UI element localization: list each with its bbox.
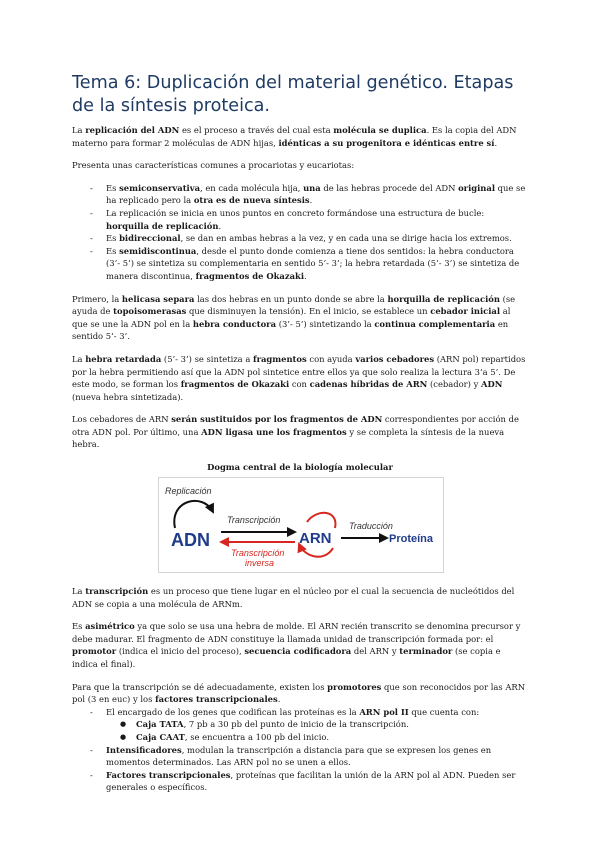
bold-text: Caja TATA [136, 719, 184, 730]
page-title: Tema 6: Duplicación del material genético. Etapas de la síntesis proteica. [72, 73, 514, 116]
bold-text: ADN [481, 379, 503, 390]
figure-title: Dogma central de la biología molecular [207, 462, 393, 473]
text-run: . Es la copia del ADN materno para formar 2 moléculas de ADN hijas, [72, 125, 517, 148]
adn-label: ADN [171, 530, 210, 551]
text-run: . [494, 137, 498, 148]
bold-text: bidireccional [119, 233, 181, 244]
list-item [72, 769, 528, 794]
paragraph-transcription [72, 585, 528, 610]
text-run: Es [72, 621, 86, 632]
bold-text: hebra retardada [85, 353, 162, 364]
bold-text: otra es de nueva síntesis [193, 195, 310, 206]
text-run: La [72, 125, 86, 135]
bold-text: cadenas híbridas de ARN [309, 379, 428, 390]
text-run: (nueva hebra sintetizada). [72, 391, 184, 402]
text-run: La [72, 353, 86, 364]
bold-text: ADN ligasa une los fragmentos [201, 426, 347, 437]
text-run: La [72, 586, 86, 597]
text-run: . [218, 220, 222, 231]
bold-text: replicación del ADN [85, 125, 180, 135]
text-run: Los cebadores de ARN [72, 414, 172, 425]
list-item [106, 718, 528, 731]
central-dogma-svg [159, 478, 443, 572]
paragraph-promoters [72, 681, 528, 706]
bold-text: promotor [72, 646, 117, 657]
text-run: (ARN pol) repartidos por la hebra permitiendo así que la ADN pol sintetice entre ellos ya que solo realiza la lectura 3’a 5’. De este modo, se forman los [72, 353, 526, 390]
reverse-transcription-label-1: Transcripción [231, 548, 285, 559]
document-page [72, 72, 528, 804]
text-run: Es [106, 182, 120, 193]
paragraph-common-features: Presenta unas características comunes a procariotas y eucariotas: [72, 160, 355, 171]
text-run: con [289, 379, 310, 390]
text-run: que cuenta con: [408, 706, 480, 717]
bold-text: promotores [327, 681, 382, 692]
list-item [106, 731, 528, 744]
text-run: . [277, 694, 281, 705]
text-run: . [304, 270, 307, 281]
text-run: con ayuda [306, 353, 356, 364]
transcription-label: Transcripción [227, 515, 281, 526]
text-run: ya que solo se usa una hebra de molde. El ARN recién transcrito se denomina precursor y debe madurar. El fragmento de ADN constituye la llamada unidad de transcripción formada por: el [72, 621, 521, 644]
paragraph-asymmetric [72, 620, 528, 670]
bold-text: Factores transcripcionales [106, 769, 231, 780]
text-run: , modulan la transcripción a distancia para que se expresen los genes en momentos determinados. Las ARN pol no se unen a ellos. [106, 744, 492, 768]
bold-text: ARN pol II [359, 706, 409, 717]
protein-label: Proteína [389, 533, 434, 546]
list-item [72, 232, 528, 245]
bold-text: varios cebadores [355, 353, 435, 364]
factors-list [72, 706, 528, 794]
bold-text: terminador [399, 646, 453, 657]
text-run: . [309, 195, 313, 206]
replication-arrow [174, 501, 213, 528]
text-run: Es [106, 245, 120, 256]
bold-text: Caja CAAT [136, 732, 185, 742]
arn-loop [307, 513, 335, 528]
list-item [72, 744, 528, 769]
bold-text: semiconservativa [119, 182, 201, 193]
text-run: El encargado de los genes que codifican las proteínas es la [106, 706, 360, 717]
boxes-list [106, 718, 528, 743]
bold-text: fragmentos de Okazaki [180, 379, 290, 390]
bold-text: transcripción [85, 586, 149, 597]
paragraph-replication-intro [72, 124, 528, 149]
features-list [72, 182, 528, 283]
text-run: Primero, la [72, 293, 122, 304]
reverse-transcription-label-2: inversa [245, 558, 275, 569]
text-run: que se ha replicado pero la [106, 182, 526, 206]
bold-text: Intensificadores [106, 744, 182, 755]
text-run: (cebador) y [427, 379, 481, 390]
text-run: Es [106, 233, 120, 244]
text-run: es un proceso que tiene lugar en el núcleo por el cual la secuencia de nucleótidos del ADN se copia a una molécula de ARNm. [72, 586, 515, 609]
bold-text: horquilla de replicación [387, 293, 500, 304]
text-run: , se dan en ambas hebras a la vez, y en cada una se dirige hacia los extremos. [180, 233, 512, 244]
bold-text: continua complementaria [374, 318, 496, 329]
text-run: , en cada molécula hija, [200, 182, 304, 193]
text-run: y se completa la síntesis de la nueva hebra. [72, 426, 505, 450]
list-item [72, 207, 528, 232]
bold-text: asimétrico [85, 621, 135, 632]
text-run: que son reconocidos por las ARN pol (3 en euc) y los [72, 681, 526, 705]
bold-text: topoisomerasas [113, 306, 187, 317]
list-item [72, 706, 528, 744]
bold-text: horquilla de replicación [106, 220, 219, 231]
text-run: , 7 pb a 30 pb del punto de inicio de la transcripción. [183, 719, 409, 730]
text-run: las dos hebras en un punto donde se abre la [194, 293, 388, 304]
text-run: Para que la transcripción se dé adecuadamente, existen los [72, 681, 328, 692]
text-run: La replicación se inicia en unos puntos en concreto formándose una estructura de bucle: [106, 207, 485, 218]
bold-text: fragmentos de Okazaki [195, 270, 305, 281]
text-run: que disminuyen la tensión). En el inicio, se establece un [186, 306, 431, 317]
list-item [72, 182, 528, 207]
paragraph-helicase [72, 293, 528, 343]
text-run: (indica el inicio del proceso), [116, 646, 245, 657]
bold-text: hebra conductora [192, 318, 277, 329]
bold-text: serán sustituidos por los fragmentos de ADN [171, 414, 383, 425]
bold-text: helicasa separa [121, 293, 195, 304]
central-dogma-diagram [158, 477, 444, 573]
text-run: correspondientes por acción de otra ADN pol. Por último, una [72, 414, 519, 437]
arn-label: ARN [299, 530, 332, 548]
text-run: en sentido 5’- 3’. [72, 318, 509, 342]
bold-text: secuencia codificadora [244, 646, 352, 657]
bold-text: original [458, 182, 496, 193]
text-run: de las hebras procede del ADN [320, 182, 459, 193]
text-run: al que se une la ADN pol en la [72, 306, 511, 329]
text-run: , se encuentra a 100 pb del inicio. [184, 732, 329, 742]
text-run: del ARN y [351, 646, 400, 657]
list-item [72, 245, 528, 283]
bold-text: molécula se duplica [333, 125, 427, 135]
text-run: (5’- 3’) se sintetiza a [161, 353, 253, 364]
bold-text: cebador inicial [430, 306, 501, 317]
bold-text: idénticas a su progenitora e idénticas entre sí [278, 137, 495, 148]
text-run: (se ayuda de [72, 293, 516, 317]
bold-text: una [303, 182, 321, 193]
paragraph-lagging-strand [72, 353, 528, 403]
text-run: (se copia e indica el final). [72, 646, 501, 670]
translation-label: Traducción [349, 521, 393, 532]
bold-text: factores transcripcionales [155, 694, 278, 705]
bold-text: fragmentos [252, 353, 307, 364]
text-run: , desde el punto donde comienza a tiene dos sentidos: la hebra conductora (3’- 5’) se sintetiza su complementaria en sentido 5’- 3’; la hebra retardada (5’- 3’) se sintetiza de manera discontinua, [106, 245, 520, 281]
paragraph-primers [72, 413, 528, 451]
text-run: es el proceso a través del cual esta [179, 125, 334, 135]
text-run: (3’- 5’) sintetizando la [276, 318, 375, 329]
replication-label: Replicación [165, 486, 212, 497]
text-run: , proteínas que facilitan la unión de la ARN pol al ADN. Pueden ser generales o específicos. [106, 769, 516, 793]
bold-text: semidiscontinua [119, 245, 197, 256]
